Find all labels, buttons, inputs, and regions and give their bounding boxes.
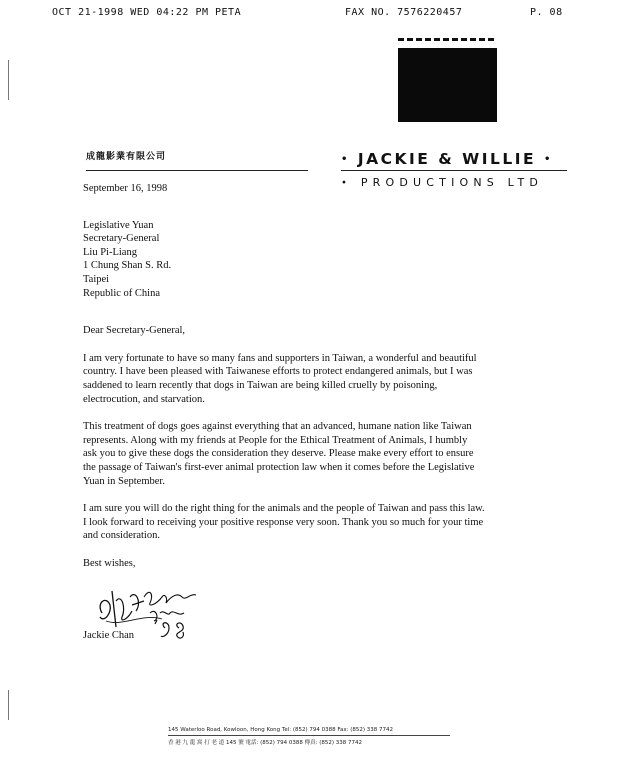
logo-dash-row: [398, 38, 497, 41]
paragraph-line: and consideration.: [83, 530, 160, 542]
paragraph-line: electrocution, and starvation.: [83, 393, 205, 405]
scan-edge-mark: [8, 690, 9, 720]
paragraph-line: Yuan in September.: [83, 475, 165, 487]
paragraph-line: country. I have been pleased with Taiwanese efforts to protect endangered animals, but I was: [83, 366, 473, 378]
paragraph-line: I look forward to receiving your positive response very soon. Thank you so much for your time: [83, 516, 484, 528]
paragraph-line: saddened to learn recently that dogs in Taiwan are being killed cruelly by poisoning,: [83, 379, 438, 391]
bullet-dot-icon: •: [341, 154, 350, 165]
brand-line1: JACKIE & WILLIE: [357, 150, 537, 168]
company-brand-name: [341, 150, 553, 168]
fax-number: FAX NO. 7576220457: [345, 7, 463, 18]
fax-header: [52, 7, 598, 21]
company-chinese-name: 成龍影業有限公司: [86, 152, 167, 162]
paragraph-line: ask you to give these dogs the consideration they deserve. Please make every effort to ensure: [83, 448, 474, 460]
closing: Best wishes,: [83, 557, 136, 569]
paragraph-2: [83, 420, 553, 488]
address-line: Taipei: [83, 273, 110, 285]
fax-page-number: P. 08: [530, 7, 563, 18]
paragraph-line: I am sure you will do the right thing for the animals and the people of Taiwan and pass this law.: [83, 503, 485, 515]
brand-line2: PRODUCTIONS LTD: [360, 176, 544, 189]
footer-rule: [168, 735, 450, 736]
footer-address-chinese: 香 港 九 龍 窩 打 老 道 145 號 電話: (852) 794 0388 傳真: (852) 338 7742: [168, 740, 362, 746]
paragraph-line: I am very fortunate to have so many fans and supporters in Taiwan, a wonderful and beautiful: [83, 352, 477, 364]
fax-timestamp: OCT 21-1998 WED 04:22 PM PETA: [52, 7, 242, 18]
bullet-dot-icon: •: [544, 154, 553, 165]
address-line: Legislative Yuan: [83, 219, 154, 231]
paragraph-line: This treatment of dogs goes against everything that an advanced, humane nation like Taiwan: [83, 421, 472, 433]
letterhead-rule-left: [86, 170, 308, 171]
letterhead-rule-right: [341, 170, 567, 171]
address-line: Republic of China: [83, 287, 160, 299]
paragraph-3: [83, 502, 553, 543]
salutation: Dear Secretary-General,: [83, 325, 186, 337]
paragraph-1: [83, 352, 553, 406]
paragraph-line: the passage of Taiwan's first-ever animal protection law when it comes before the Legislative: [83, 461, 475, 473]
footer-address: 145 Waterloo Road, Kowloon, Hong Kong Tel: (852) 794 0388 Fax: (852) 338 7742: [168, 727, 394, 733]
letter-date: September 16, 1998: [83, 183, 168, 194]
bullet-dot-icon: •: [341, 177, 353, 189]
logo-block: [398, 48, 497, 122]
letter-body: [83, 182, 553, 570]
address-line: 1 Chung Shan S. Rd.: [83, 260, 172, 272]
address-line: Secretary-General: [83, 233, 160, 245]
scan-edge-mark: [8, 60, 9, 100]
signer-name: Jackie Chan: [83, 630, 135, 641]
handwritten-date: [149, 618, 189, 642]
paragraph-line: represents. Along with my friends at People for the Ethical Treatment of Animals, I humbly: [83, 434, 468, 446]
recipient-address: [83, 219, 553, 301]
address-line: Liu Pi-Liang: [83, 246, 137, 258]
